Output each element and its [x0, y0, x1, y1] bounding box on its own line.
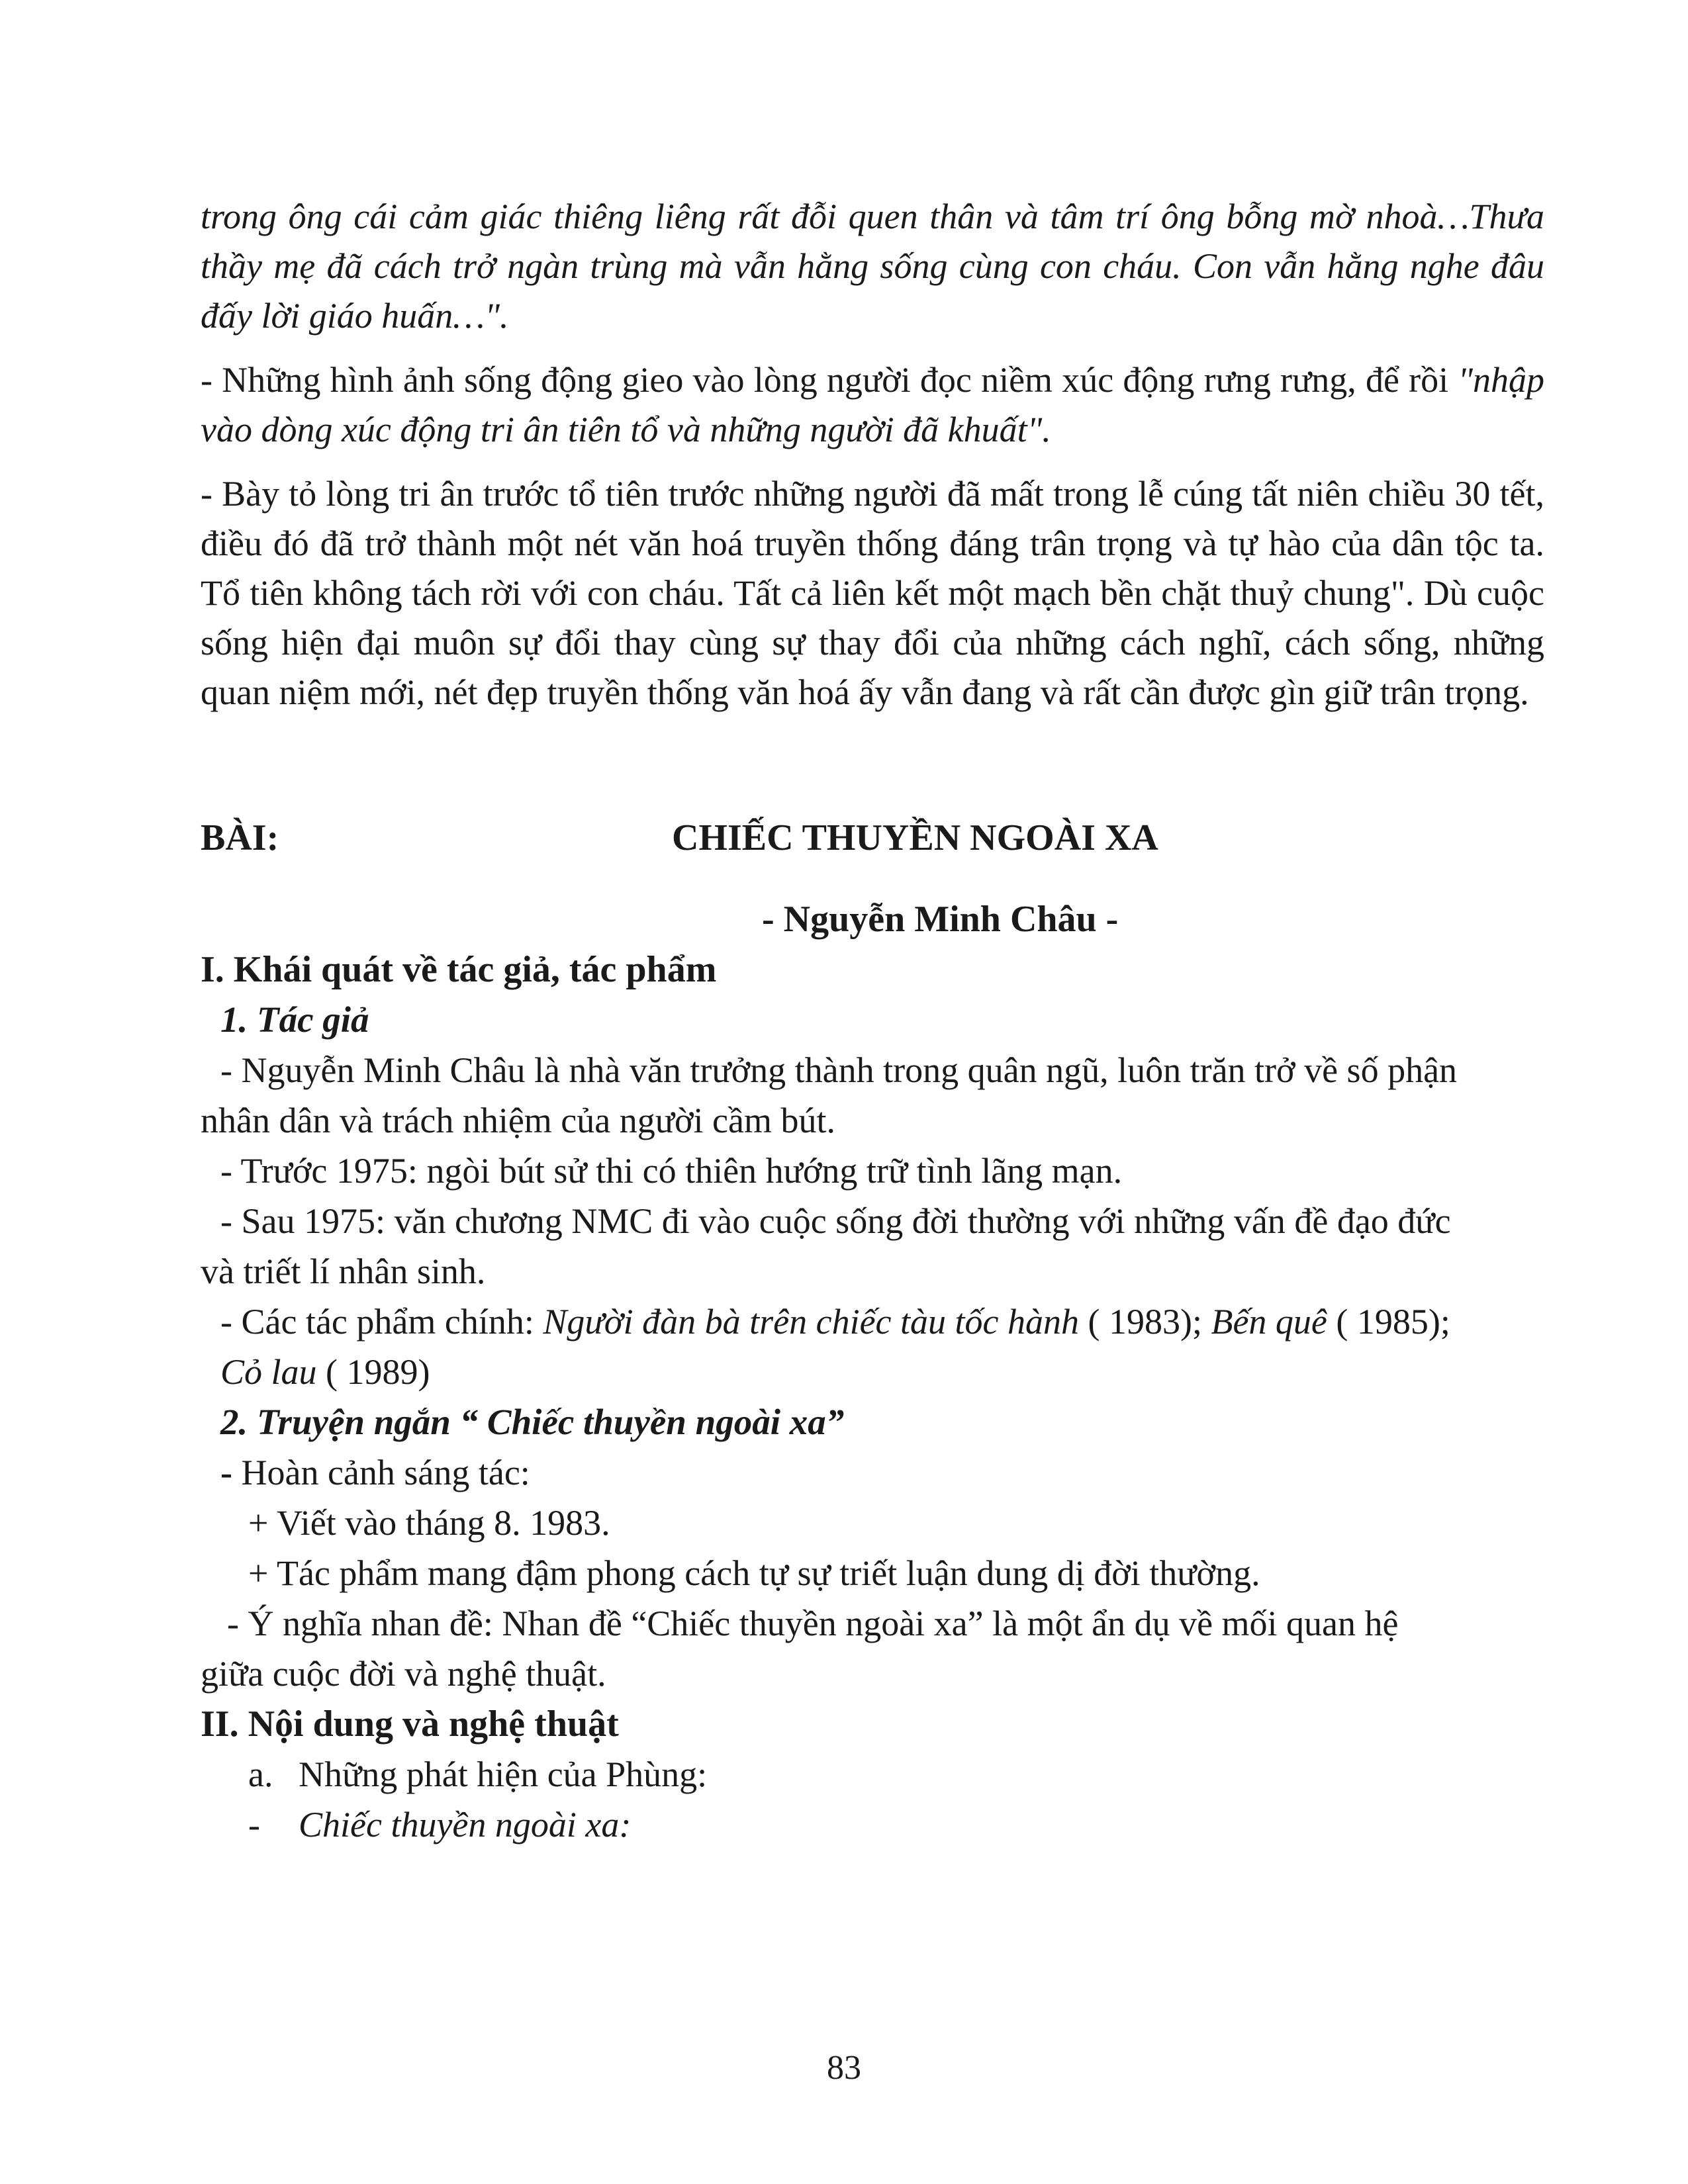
item-a-text: Những phát hiện của Phùng: — [299, 1754, 708, 1794]
author-point-1: - Nguyễn Minh Châu là nhà văn trưởng thành trong quân ngũ, luôn trăn trở về số phận — [220, 1050, 1458, 1090]
work-year-3: ( 1989) — [316, 1352, 430, 1392]
item-dash-text: Chiếc thuyền ngoài xa: — [299, 1805, 632, 1844]
lesson-title: CHIẾC THUYỀN NGOÀI XA — [672, 817, 1158, 858]
story-meaning: - Ý nghĩa nhan đề: Nhan đề “Chiếc thuyền ngoài xa” là một ẩn dụ về mối quan hệ — [227, 1604, 1399, 1643]
work-title-1: Người đàn bà trên chiếc tàu tốc hành — [543, 1302, 1079, 1342]
intro-paragraph-2 — [201, 355, 1544, 455]
lesson-author: - Nguyễn Minh Châu - — [762, 899, 1119, 940]
author-point-4-cont — [201, 1347, 1544, 1397]
section-2-item-a — [201, 1749, 1544, 1799]
item-dash-marker: - — [248, 1805, 260, 1844]
lesson-heading — [201, 817, 1544, 870]
story-meaning-cont: giữa cuộc đời và nghệ thuật. — [201, 1654, 606, 1694]
intro-quote: trong ông cái cảm giác thiêng liêng rất đỗi quen thân và tâm trí ông bỗng mờ nhoà…Thưa thầy mẹ đã cách trở ngàn trùng mà vẫn hằng sống cùng con cháu. Con vẫn hằng nghe đâu đấy lời giáo huấn…". — [201, 197, 1544, 336]
page-number: 83 — [827, 2049, 861, 2087]
author-point-3: - Sau 1975: văn chương NMC đi vào cuộc sống đời thường với những vấn đề đạo đức — [220, 1201, 1451, 1241]
section-2-item-dash — [201, 1799, 1544, 1850]
author-point-3-cont: và triết lí nhân sinh. — [201, 1251, 486, 1291]
section-1-sub-story: 2. Truyện ngắn “ Chiếc thuyền ngoài xa” — [220, 1402, 845, 1442]
section-1-sub-author: 1. Tác giả — [220, 999, 369, 1040]
section-1-heading: I. Khái quát về tác giả, tác phẩm — [201, 949, 717, 990]
author-point-1-cont: nhân dân và trách nhiệm của người cầm bút. — [201, 1101, 836, 1140]
intro-paragraph-2-text: - Những hình ảnh sống động gieo vào lòng người đọc niềm xúc động rưng rưng, để rồi — [201, 360, 1458, 400]
work-title-3: Cỏ lau — [220, 1352, 317, 1392]
author-point-4-lead: - Các tác phẩm chính: — [220, 1302, 543, 1342]
author-point-2: - Trước 1975: ngòi bút sử thi có thiên hướng trữ tình lãng mạn. — [220, 1151, 1123, 1191]
intro-paragraph-2-quote: "nhập vào dòng xúc động tri ân tiên tổ và những người đã khuất". — [201, 360, 1544, 449]
document-page — [201, 192, 1544, 1850]
item-a-marker: a. — [248, 1754, 273, 1794]
work-year-1: ( 1983); — [1079, 1302, 1211, 1342]
work-title-2: Bến quê — [1211, 1302, 1327, 1342]
intro-paragraph-3: - Bày tỏ lòng tri ân trước tổ tiên trước những người đã mất trong lễ cúng tất niên chiều 30 tết, điều đó đã trở thành một nét văn hoá truyền thống đáng trân trọng và tự hào của dân tộc ta. Tổ tiên không tách rời với con cháu. Tất cả liên kết một mạch bền chặt thuỷ chung". Dù cuộc sống hiện đại muôn sự đổi thay cùng sự thay đổi của những cách nghĩ, cách sống, những quan niệm mới, nét đẹp truyền thống văn hoá ấy vẫn đang và rất cần được gìn giữ trân trọng. — [201, 474, 1544, 712]
story-context-1: + Viết vào tháng 8. 1983. — [248, 1503, 610, 1543]
story-context — [201, 1447, 1544, 1498]
story-context-2: + Tác phẩm mang đậm phong cách tự sự triết luận dung dị đời thường. — [248, 1553, 1260, 1593]
story-context-text: Hoàn cảnh sáng tác: — [241, 1453, 530, 1492]
lesson-label: BÀI: — [201, 817, 279, 858]
work-year-2: ( 1985); — [1327, 1302, 1450, 1342]
section-2-heading: II. Nội dung và nghệ thuật — [201, 1704, 619, 1745]
author-point-4 — [201, 1297, 1544, 1347]
story-context-dash: - — [220, 1453, 242, 1492]
